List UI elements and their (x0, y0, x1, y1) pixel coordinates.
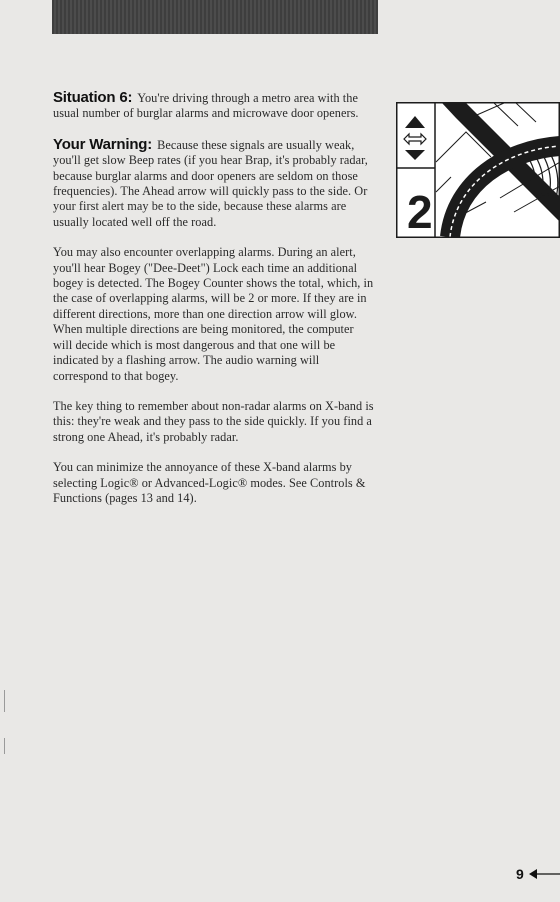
situation-label: Situation 6: (53, 89, 133, 106)
bogey-counter-digit: 2 (407, 186, 433, 238)
margin-mark (4, 738, 5, 754)
warning-text: Because these signals are usually weak, you'll get slow Beep rates (if you hear Brap, it's probably radar, because burglar alarms and door openers are seldom on those frequencies). The Ahead arrow will quickly pass to the side. Or your first alert may be to the side, because these alarms are usually located well off the road. (53, 137, 368, 229)
warning-label: Your Warning: (53, 135, 153, 153)
situation-paragraph (53, 90, 375, 122)
detector-road-diagram (396, 102, 560, 238)
page-arrow-icon (528, 866, 560, 882)
page-number: 9 (516, 866, 524, 882)
overlapping-alarms-paragraph: You may also encounter overlapping alarms. During an alert, you'll hear Bogey ("Dee-Deet") Lock each time an additional bogey is detected. The Bogey Counter shows the total, which, in the case of overlapping alarms, will be 2 or more. If they are in different directions, more than one direction arrow will glow. When multiple directions are being monitored, the computer will decide which is most dangerous and that one will be indicated by a flashing arrow. The audio warning will correspond to that bogey. (53, 245, 374, 383)
body-text (53, 90, 375, 521)
key-thing-paragraph: The key thing to remember about non-radar alarms on X-band is this: they're weak and they pass to the side quickly. If you find a strong one Ahead, it's probably radar. (53, 398, 374, 444)
header-bar (52, 0, 378, 34)
situation-text: You're driving through a metro area with the usual number of burglar alarms and microwave door openers. (53, 91, 359, 121)
warning-paragraph (53, 137, 375, 230)
margin-mark (4, 690, 5, 712)
minimize-paragraph: You can minimize the annoyance of these X-band alarms by selecting Logic® or Advanced-Logic® modes. See Controls & Functions (pages 13 and 14). (53, 460, 366, 505)
